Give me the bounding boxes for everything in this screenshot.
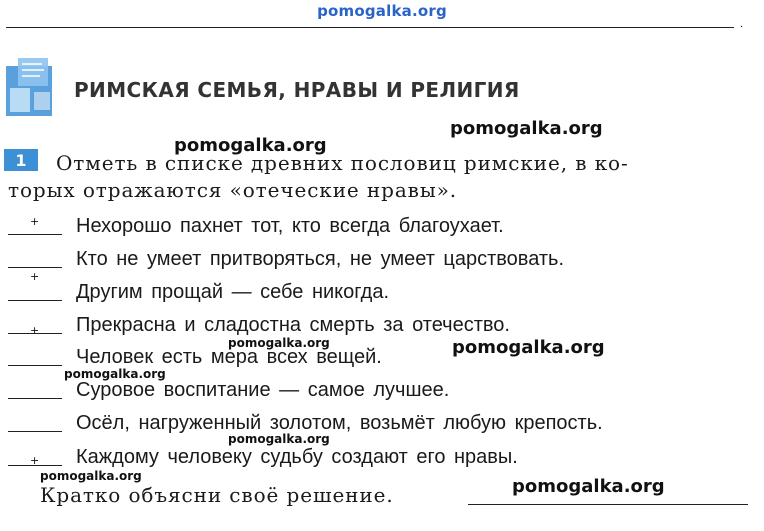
proverb-text: Кто не умеет притворяться, не умеет царствовать. <box>76 248 565 270</box>
answer-blank[interactable] <box>8 365 62 366</box>
watermark: pomogalka.org <box>40 469 142 483</box>
proverb-text: Прекрасна и сладостна смерть за отечество. <box>76 314 510 336</box>
answer-mark: + <box>30 324 40 337</box>
section-decor-icon <box>4 58 64 120</box>
answer-blank[interactable] <box>8 333 62 334</box>
answer-line[interactable] <box>468 504 748 505</box>
answer-blank[interactable] <box>8 431 62 432</box>
task-number-badge <box>4 149 38 171</box>
proverb-item <box>8 314 758 344</box>
proverb-text: Другим прощай — себе никогда. <box>76 281 390 303</box>
proverb-item <box>8 215 758 245</box>
proverb-text: Осёл, нагруженный золотом, возьмёт любую крепость. <box>76 412 603 434</box>
answer-blank[interactable] <box>8 465 62 466</box>
watermark: pomogalka.org <box>64 367 166 381</box>
answer-blank[interactable] <box>8 234 62 235</box>
explain-prompt: Кратко объясни своё решение. <box>40 483 394 507</box>
task-number: 1 <box>15 151 27 170</box>
top-rule-dot: · <box>740 22 744 33</box>
answer-blank[interactable] <box>8 300 62 301</box>
site-watermark-top: pomogalka.org <box>317 2 447 20</box>
proverb-item <box>8 270 758 311</box>
proverb-item <box>8 412 758 442</box>
section-title: РИМСКАЯ СЕМЬЯ, НРАВЫ И РЕЛИГИЯ <box>74 78 520 102</box>
answer-mark: + <box>30 454 40 467</box>
task-question-line-2: торых отражаются «отеческие нравы». <box>8 178 458 202</box>
watermark: pomogalka.org <box>452 337 605 358</box>
proverb-text: Каждому человеку судьбу создают его нравы. <box>76 446 518 468</box>
watermark: pomogalka.org <box>228 336 330 350</box>
watermark: pomogalka.org <box>228 432 330 446</box>
watermark: pomogalka.org <box>512 476 665 497</box>
proverb-item <box>8 379 758 409</box>
answer-blank[interactable] <box>8 267 62 268</box>
answer-mark: + <box>30 215 40 228</box>
proverb-text: Человек есть мера всех вещей. <box>76 346 382 368</box>
answer-blank[interactable] <box>8 398 62 399</box>
watermark: pomogalka.org <box>174 135 327 156</box>
answer-mark: + <box>30 270 40 283</box>
top-rule <box>6 27 734 28</box>
watermark: pomogalka.org <box>450 118 603 139</box>
proverb-text: Нехорошо пахнет тот, кто всегда благоухает. <box>76 215 504 237</box>
task-question-line-1: Отметь в списке древних пословиц римские, в ко- <box>56 151 629 175</box>
proverb-text: Суровое воспитание — самое лучшее. <box>76 379 450 401</box>
proverb-item <box>8 248 758 278</box>
